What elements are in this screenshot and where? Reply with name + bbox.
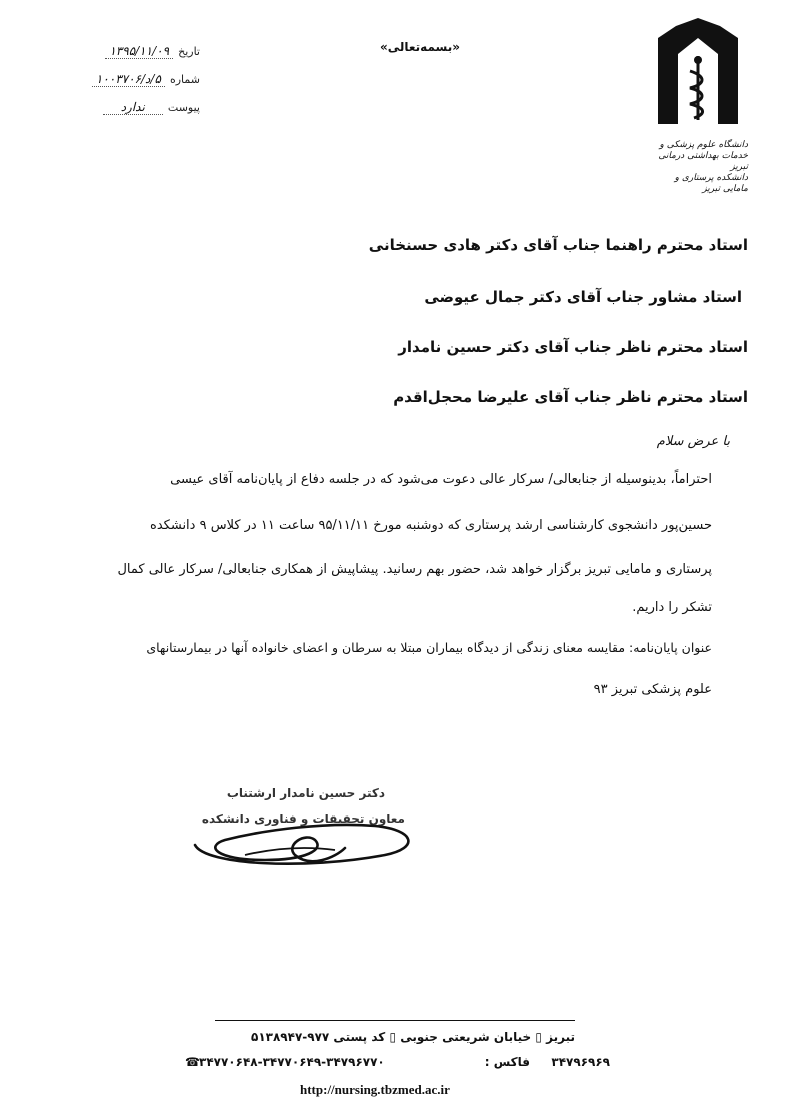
footer-fax-label: فاکس :	[484, 1055, 530, 1069]
addressee-consultant: استاد مشاور جناب آقای دکتر جمال عیوضی	[424, 288, 742, 306]
attachment-value: ندارد	[103, 100, 163, 115]
footer-contact-row	[185, 1055, 610, 1075]
thesis-title-line-1: عنوان پایان‌نامه: مقایسه معنای زندگی از دیدگاه بیماران مبتلا به سرطان و اعضای خانواده آنها در بیمارستانهای	[146, 640, 712, 655]
footer-phone-numbers: ۳۴۷۷۰۶۴۸-۳۴۷۷۰۶۴۹-۳۴۷۹۶۷۷۰	[199, 1055, 385, 1069]
body-line-1: احتراماً، بدینوسیله از جنابعالی/ سرکار عالی دعوت می‌شود که در جلسه دفاع از پایان‌نامه آقای عیسی	[170, 472, 712, 487]
university-logo	[648, 16, 748, 194]
logo-caption-university: دانشگاه علوم پزشکی و خدمات بهداشتی درمانی تبریز	[658, 140, 748, 172]
date-label: تاریخ	[178, 45, 200, 58]
body-line-3: پرستاری و مامایی تبریز برگزار خواهد شد، حضور بهم رسانید. پیشاپیش از همکاری جنابعالی/ سرکار عالی کمال	[117, 562, 712, 577]
body-line-2: حسین‌پور دانشجوی کارشناسی ارشد پرستاری که دوشنبه مورخ ۹۵/۱۱/۱۱ ساعت ۱۱ در کلاس ۹ دانشکده	[150, 518, 712, 533]
logo-caption-faculty: دانشکده پرستاری و مامایی تبریز	[674, 173, 748, 194]
addressee-advisor: استاد محترم راهنما جناب آقای دکتر هادی حسنخانی	[368, 236, 748, 254]
signatory-name: دکتر حسین نامدار ارشتناب	[226, 786, 385, 800]
bismillah-text: «بسمه‌تعالی»	[380, 40, 460, 54]
phone-icon: ☎	[185, 1055, 200, 1069]
attachment-label: پیوست	[167, 101, 200, 114]
number-value: ۵/د/۱۰۰۳۷۰۶	[92, 72, 165, 87]
handwritten-signature	[185, 800, 425, 880]
footer-website-link[interactable]: http://nursing.tbzmed.ac.ir	[300, 1082, 450, 1097]
date-value: ۱۳۹۵/۱۱/۰۹	[105, 44, 173, 59]
date-row	[70, 40, 200, 59]
signatory-position: معاون تحقیقات و فناوری دانشکده	[201, 812, 405, 826]
body-line-4: تشکر را داریم.	[632, 600, 712, 615]
footer-address: تبریز ▯ خیابان شریعتی جنوبی ▯ کد پستی ۹۷۷-۵۱۳۸۹۴۷	[251, 1030, 575, 1044]
footer-divider	[215, 1020, 575, 1021]
emblem-icon	[648, 16, 748, 136]
number-row	[65, 68, 200, 87]
greeting: با عرض سلام	[656, 434, 730, 449]
addressee-referee-2: استاد محترم ناظر جناب آقای علیرضا محجل‌اقدم	[393, 388, 748, 406]
thesis-title-line-2: علوم پزشکی تبریز ۹۳	[593, 682, 712, 697]
attachment-row	[85, 96, 200, 115]
addressee-referee-1: استاد محترم ناظر جناب آقای دکتر حسین نامدار	[398, 338, 748, 356]
number-label: شماره	[169, 73, 200, 86]
footer-fax-number: ۳۴۷۹۶۹۶۹	[551, 1055, 610, 1069]
